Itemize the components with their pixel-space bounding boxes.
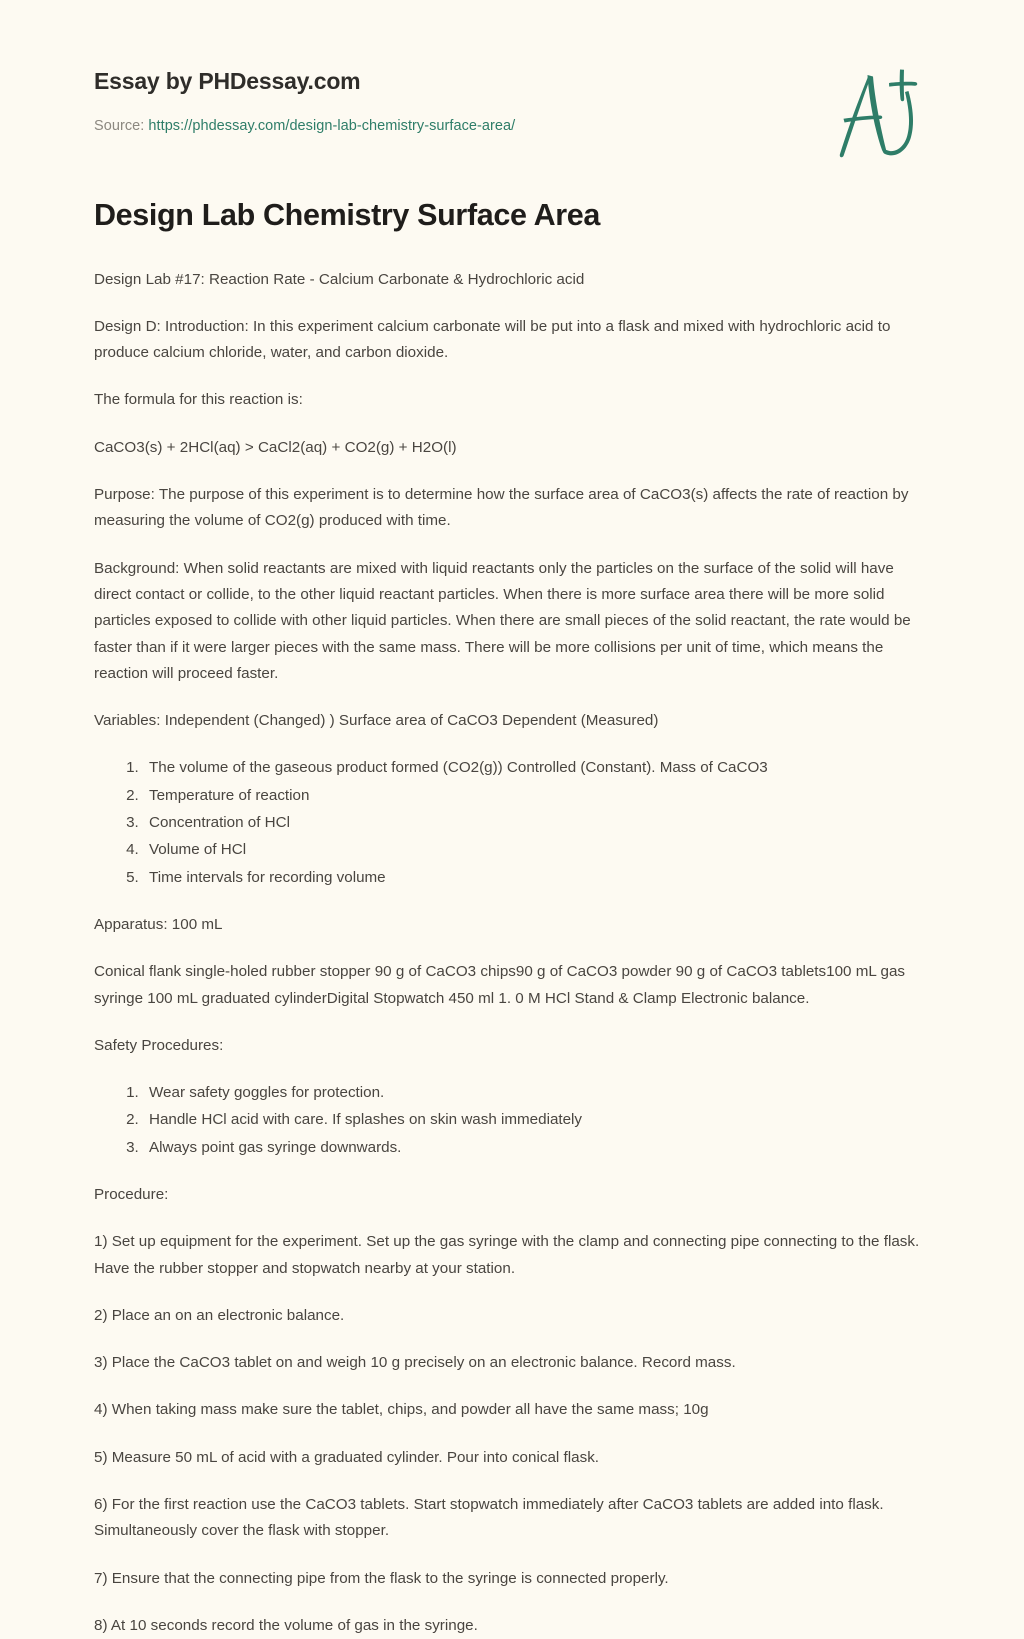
paragraph: Design Lab #17: Reaction Rate - Calcium Carbonate & Hydrochloric acid	[94, 270, 585, 288]
paragraph: Variables: Independent (Changed) ) Surface area of CaCO3 Dependent (Measured)	[94, 712, 659, 730]
paragraph: Apparatus: 100 mL	[94, 915, 223, 933]
paragraph: Background: When solid reactants are mixed with liquid reactants only the particles on the surface of the solid will have direct contact or collide, to the other liquid reactant particles. When there is more surface area there will be more solid particles exposed to collide with other liquid particles. When there are small pieces of the solid reactant, the rate would be faster than if it were larger pieces with the same mass. There will be more collisions per unit of time, which means the reaction will proceed faster.	[94, 559, 911, 682]
paragraph: Purpose: The purpose of this experiment is to determine how the surface area of CaCO3(s) affects the rate of reaction by measuring the volume of CO2(g) produced with time.	[94, 486, 909, 530]
list-item: 3. Always point gas syringe downwards.	[143, 1135, 932, 1161]
source-label: Source:	[94, 117, 145, 134]
source-url-link[interactable]: https://phdessay.com/design-lab-chemistry-surface-area/	[148, 117, 516, 134]
paragraph: 1) Set up equipment for the experiment. Set up the gas syringe with the clamp and connecting pipe connecting to the flask. Have the rubber stopper and stopwatch nearby at your station.	[94, 1233, 920, 1277]
page-title: Design Lab Chemistry Surface Area	[94, 198, 600, 233]
paragraph: Design D: Introduction: In this experiment calcium carbonate will be put into a flask and mixed with hydrochloric acid to produce calcium chloride, water, and carbon dioxide.	[94, 317, 891, 362]
paragraph: 2) Place an on an electronic balance.	[94, 1306, 345, 1324]
article-body	[0, 196, 1024, 1639]
paragraph: Procedure:	[94, 1185, 169, 1203]
article-blocks	[94, 267, 932, 1639]
paragraph: The formula for this reaction is:	[94, 391, 303, 409]
list-item: 2. Handle HCl acid with care. If splashes on skin wash immediately	[143, 1107, 932, 1133]
paragraph: Safety Procedures:	[94, 1036, 224, 1054]
ordered-list	[94, 1080, 932, 1161]
aplus-logo-svg	[828, 66, 928, 166]
paragraph: 7) Ensure that the connecting pipe from the flask to the syringe is connected properly.	[94, 1569, 669, 1587]
paragraph: 6) For the first reaction use the CaCO3 tablets. Start stopwatch immediately after CaCO3 tablets are added into flask. Simultaneously cover the flask with stopper.	[94, 1496, 884, 1540]
paragraph: CaCO3(s) + 2HCl(aq) > CaCl2(aq) + CO2(g) + H2O(l)	[94, 438, 457, 456]
list-item: 4. Volume of HCl	[143, 837, 932, 863]
list-item: 3. Concentration of HCl	[143, 810, 932, 836]
paragraph: 8) At 10 seconds record the volume of gas in the syringe.	[94, 1616, 478, 1634]
paragraph: 5) Measure 50 mL of acid with a graduated cylinder. Pour into conical flask.	[94, 1448, 600, 1466]
aplus-logo-icon	[828, 66, 928, 166]
source-line	[94, 117, 930, 136]
list-item: 5. Time intervals for recording volume	[143, 865, 932, 891]
paragraph: Conical flank single-holed rubber stopper 90 g of CaCO3 chips90 g of CaCO3 powder 90 g of CaCO3 tablets100 mL gas syringe 100 mL graduated cylinderDigital Stopwatch 450 ml 1. 0 M HCl Stand & Clamp Electronic balance.	[94, 963, 906, 1007]
brand-title: Essay by PHDessay.com	[94, 68, 361, 94]
ordered-list	[94, 755, 932, 890]
list-item: 1. Wear safety goggles for protection.	[143, 1080, 932, 1106]
paragraph: 4) When taking mass make sure the tablet, chips, and powder all have the same mass; 10g	[94, 1401, 709, 1419]
list-item: 1. The volume of the gaseous product formed (CO2(g)) Controlled (Constant). Mass of CaCO3	[143, 755, 932, 781]
paragraph: 3) Place the CaCO3 tablet on and weigh 10 g precisely on an electronic balance. Record mass.	[94, 1354, 736, 1372]
list-item: 2. Temperature of reaction	[143, 783, 932, 809]
